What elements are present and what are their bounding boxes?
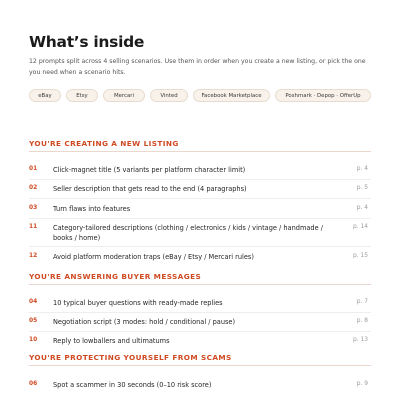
row-divider (29, 198, 371, 199)
toc-row-title: Seller description that gets read to the end (4 paragraphs) (53, 185, 247, 193)
toc-row-title: Reply to lowballers and ultimatums (53, 337, 170, 345)
toc-row-title: Turn flaws into features (53, 205, 131, 213)
row-divider (29, 331, 371, 332)
page-title: What’s inside (29, 33, 145, 51)
toc-row-title: 10 typical buyer questions with ready-made replies (53, 299, 223, 307)
section-divider (29, 284, 371, 285)
toc-row-title: Category-tailored descriptions (clothing / electronics / kids / vintage / handmade / books / home) (53, 224, 323, 242)
toc-row-number: 10 (29, 337, 38, 343)
platform-chip-etsy: Etsy (66, 89, 98, 102)
toc-row-page: p. 14 (353, 224, 368, 230)
toc-row-page: p. 7 (356, 299, 368, 305)
row-divider (29, 218, 371, 219)
platform-chip-poshmark-depop-offerup: Poshmark · Depop · OfferUp (275, 89, 371, 102)
platform-chip-vinted: Vinted (150, 89, 188, 102)
toc-row-number: 12 (29, 253, 38, 259)
toc-row-title: Click-magnet title (5 variants per platform character limit) (53, 166, 246, 174)
row-divider (29, 179, 371, 180)
row-divider (29, 312, 371, 313)
row-divider (29, 246, 371, 247)
platform-chip-ebay: eBay (29, 89, 61, 102)
toc-row-page: p. 4 (356, 166, 368, 172)
toc-row-page: p. 13 (353, 337, 368, 343)
toc-row-number: 02 (29, 185, 38, 191)
toc-row-number: 05 (29, 318, 38, 324)
toc-row-title: Spot a scammer in 30 seconds (0–10 risk score) (53, 381, 212, 389)
toc-row-title: Negotiation script (3 modes: hold / conditional / pause) (53, 318, 236, 326)
section-heading-creating-listing: YOU'RE CREATING A NEW LISTING (29, 139, 179, 148)
toc-row-number: 11 (29, 224, 38, 230)
toc-row-number: 04 (29, 299, 38, 305)
section-divider (29, 151, 371, 152)
toc-row-page: p. 8 (356, 318, 368, 324)
toc-row-page: p. 4 (356, 205, 368, 211)
toc-row-number: 01 (29, 166, 38, 172)
platform-chip-facebook-marketplace: Facebook Marketplace (193, 89, 270, 102)
platform-chips (29, 89, 371, 102)
toc-row-page: p. 5 (356, 185, 368, 191)
section-divider (29, 365, 371, 366)
section-heading-scam-protection: YOU'RE PROTECTING YOURSELF FROM SCAMS (29, 353, 232, 362)
toc-row-number: 03 (29, 205, 38, 211)
toc-row-page: p. 15 (353, 253, 368, 259)
intro-text: 12 prompts split across 4 selling scenarios. Use them in order when you create a new listing, or pick the one you need when a scenario hits. (29, 58, 366, 76)
toc-row-title: Avoid platform moderation traps (eBay / Etsy / Mercari rules) (53, 253, 254, 261)
section-heading-buyer-messages: YOU'RE ANSWERING BUYER MESSAGES (29, 272, 202, 281)
toc-row-number: 06 (29, 381, 38, 387)
toc-row-page: p. 9 (356, 381, 368, 387)
platform-chip-mercari: Mercari (103, 89, 145, 102)
